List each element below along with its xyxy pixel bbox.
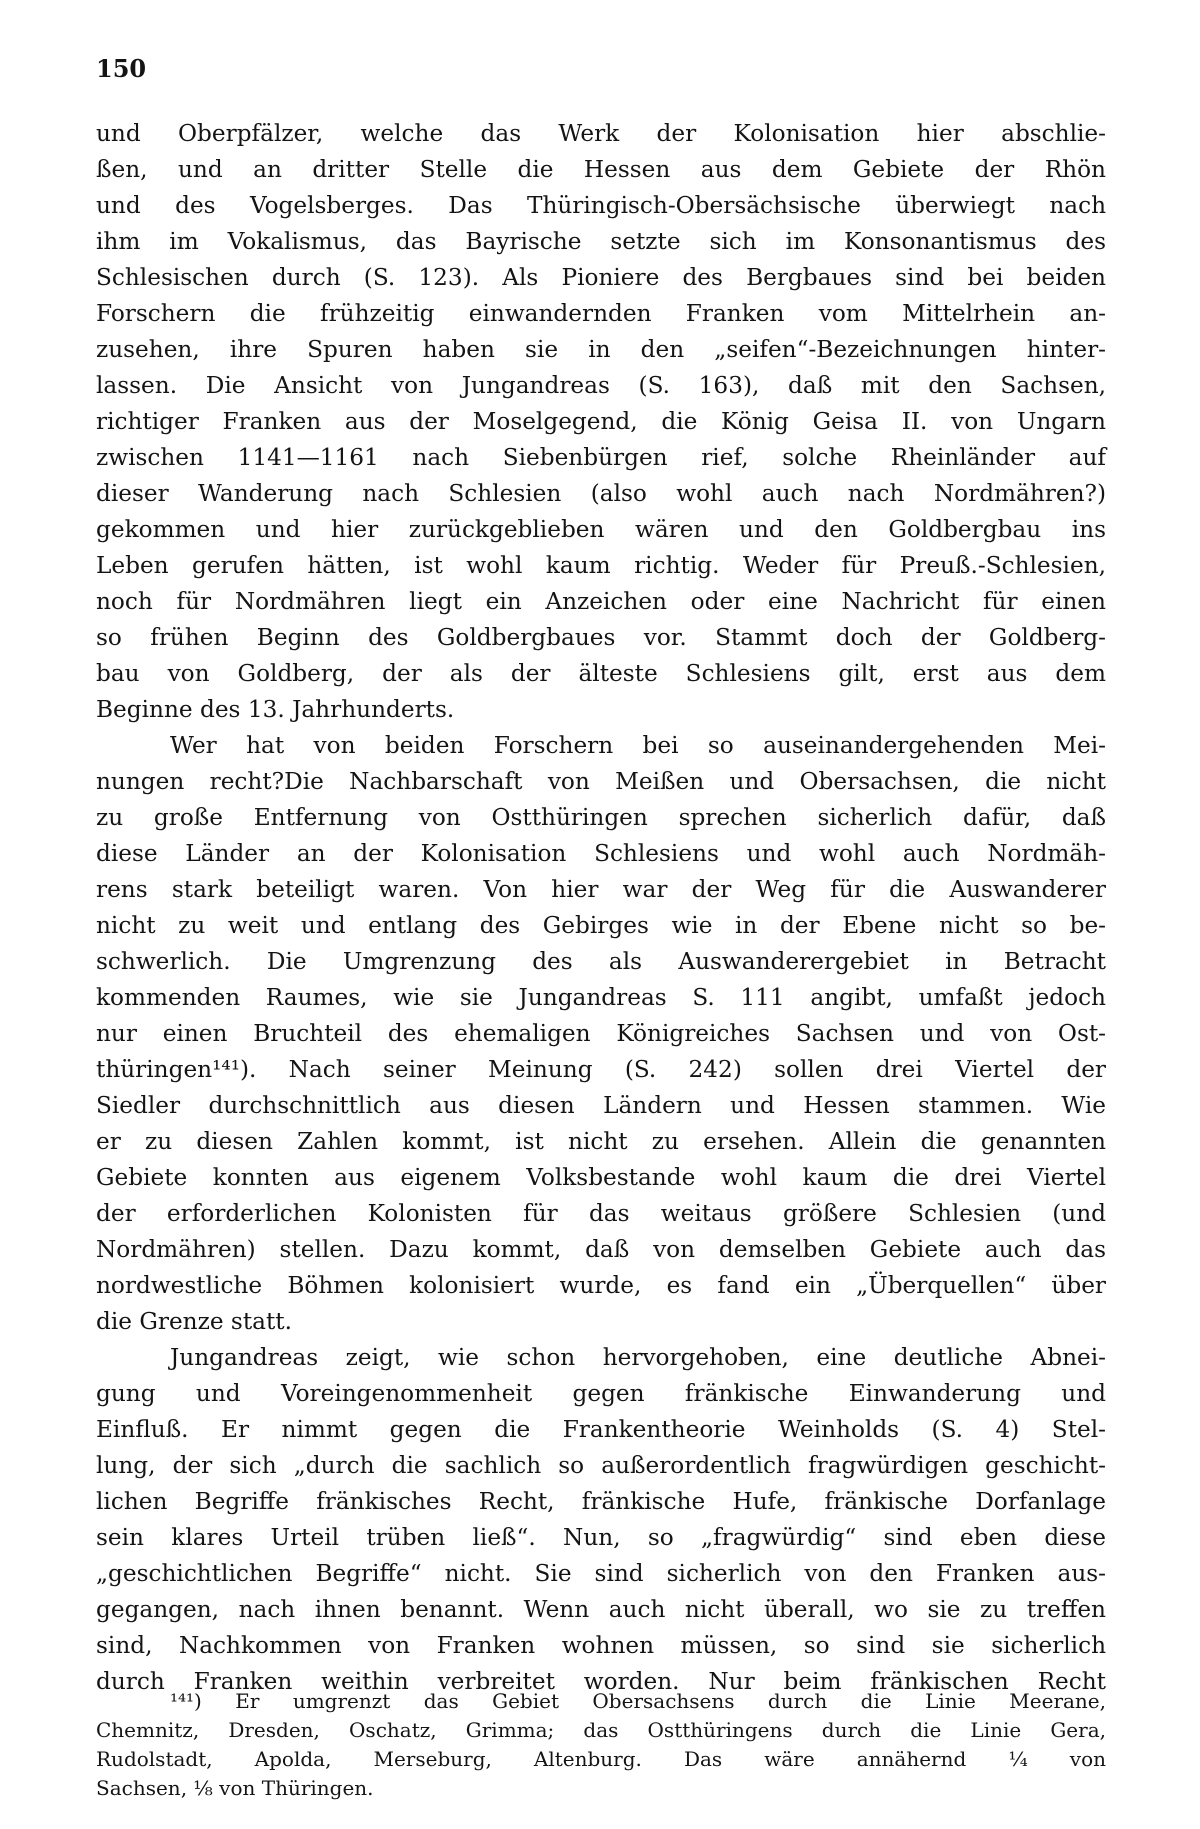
text-line: nordwestliche Böhmen kolonisiert wurde, es fand ein „Überquellen“ über xyxy=(96,1272,1106,1299)
text-line: Beginne des 13. Jahrhunderts. xyxy=(96,696,455,723)
footnote-line: Chemnitz, Dresden, Oschatz, Grimma; das Ostthüringens durch die Linie Gera, xyxy=(96,1718,1106,1742)
text-line: sind, Nachkommen von Franken wohnen müssen, so sind sie sicherlich xyxy=(96,1632,1106,1659)
text-line: kommenden Raumes, wie sie Jungandreas S. 111 angibt, umfaßt jedoch xyxy=(96,984,1106,1011)
body-text xyxy=(96,116,1106,1700)
text-line: richtiger Franken aus der Moselgegend, die König Geisa II. von Ungarn xyxy=(96,408,1106,435)
text-line: Siedler durchschnittlich aus diesen Ländern und Hessen stammen. Wie xyxy=(96,1092,1106,1119)
text-line: lung, der sich „durch die sachlich so außerordentlich fragwürdigen geschicht- xyxy=(96,1452,1106,1479)
text-line: zu große Entfernung von Ostthüringen sprechen sicherlich dafür, daß xyxy=(96,804,1106,831)
text-line: Gebiete konnten aus eigenem Volksbestande wohl kaum die drei Viertel xyxy=(96,1164,1106,1191)
text-line: noch für Nordmähren liegt ein Anzeichen oder eine Nachricht für einen xyxy=(96,588,1106,615)
footnote-line: Sachsen, ⅛ von Thüringen. xyxy=(96,1776,374,1800)
text-line: Leben gerufen hätten, ist wohl kaum richtig. Weder für Preuß.-Schlesien, xyxy=(96,552,1106,579)
text-line: durch Franken weithin verbreitet worden. Nur beim fränkischen Recht xyxy=(96,1668,1106,1695)
text-line: diese Länder an der Kolonisation Schlesiens und wohl auch Nordmäh- xyxy=(96,840,1106,867)
text-line: gung und Voreingenommenheit gegen fränkische Einwanderung und xyxy=(96,1380,1106,1407)
text-line: und des Vogelsberges. Das Thüringisch-Obersächsische überwiegt nach xyxy=(96,192,1106,219)
text-line: Jungandreas zeigt, wie schon hervorgehoben, eine deutliche Abnei- xyxy=(170,1344,1106,1371)
text-line: die Grenze statt. xyxy=(96,1308,292,1335)
text-line: thüringen¹⁴¹). Nach seiner Meinung (S. 242) sollen drei Viertel der xyxy=(96,1056,1106,1083)
text-line: nicht zu weit und entlang des Gebirges wie in der Ebene nicht so be- xyxy=(96,912,1106,939)
footnote-line: ¹⁴¹) Er umgrenzt das Gebiet Obersachsens durch die Linie Meerane, xyxy=(170,1689,1106,1713)
text-line: lichen Begriffe fränkisches Recht, fränkische Hufe, fränkische Dorfanlage xyxy=(96,1488,1106,1515)
text-line: Forschern die frühzeitig einwandernden Franken vom Mittelrhein an- xyxy=(96,300,1106,327)
text-line: ihm im Vokalismus, das Bayrische setzte sich im Konsonantismus des xyxy=(96,228,1106,255)
footnote-line: Rudolstadt, Apolda, Merseburg, Altenburg. Das wäre annähernd ¼ von xyxy=(96,1747,1106,1771)
text-line: Wer hat von beiden Forschern bei so auseinandergehenden Mei- xyxy=(170,732,1106,759)
text-line: ßen, und an dritter Stelle die Hessen aus dem Gebiete der Rhön xyxy=(96,156,1106,183)
text-line: und Oberpfälzer, welche das Werk der Kolonisation hier abschlie- xyxy=(96,120,1106,147)
text-line: nungen recht?Die Nachbarschaft von Meißen und Obersachsen, die nicht xyxy=(96,768,1106,795)
text-line: der erforderlichen Kolonisten für das weitaus größere Schlesien (und xyxy=(96,1200,1106,1227)
text-line: er zu diesen Zahlen kommt, ist nicht zu ersehen. Allein die genannten xyxy=(96,1128,1106,1155)
text-line: gegangen, nach ihnen benannt. Wenn auch nicht überall, wo sie zu treffen xyxy=(96,1596,1106,1623)
text-line: Einfluß. Er nimmt gegen die Frankentheorie Weinholds (S. 4) Stel- xyxy=(96,1416,1106,1443)
page-number: 150 xyxy=(96,54,147,83)
text-line: schwerlich. Die Umgrenzung des als Auswanderergebiet in Betracht xyxy=(96,948,1106,975)
text-line: dieser Wanderung nach Schlesien (also wohl auch nach Nordmähren?) xyxy=(96,480,1106,507)
footnote xyxy=(96,1687,1106,1803)
text-line: gekommen und hier zurückgeblieben wären und den Goldbergbau ins xyxy=(96,516,1106,543)
text-line: lassen. Die Ansicht von Jungandreas (S. 163), daß mit den Sachsen, xyxy=(96,372,1106,399)
text-line: rens stark beteiligt waren. Von hier war der Weg für die Auswanderer xyxy=(96,876,1106,903)
text-line: sein klares Urteil trüben ließ“. Nun, so „fragwürdig“ sind eben diese xyxy=(96,1524,1106,1551)
text-line: Nordmähren) stellen. Dazu kommt, daß von demselben Gebiete auch das xyxy=(96,1236,1106,1263)
text-line: bau von Goldberg, der als der älteste Schlesiens gilt, erst aus dem xyxy=(96,660,1106,687)
text-line: so frühen Beginn des Goldbergbaues vor. Stammt doch der Goldberg- xyxy=(96,624,1106,651)
text-line: „geschichtlichen Begriffe“ nicht. Sie sind sicherlich von den Franken aus- xyxy=(96,1560,1106,1587)
text-line: zwischen 1141—1161 nach Siebenbürgen rief, solche Rheinländer auf xyxy=(96,444,1106,471)
text-line: zusehen, ihre Spuren haben sie in den „seifen“-Bezeichnungen hinter- xyxy=(96,336,1106,363)
text-line: Schlesischen durch (S. 123). Als Pioniere des Bergbaues sind bei beiden xyxy=(96,264,1106,291)
text-line: nur einen Bruchteil des ehemaligen Königreiches Sachsen und von Ost- xyxy=(96,1020,1106,1047)
